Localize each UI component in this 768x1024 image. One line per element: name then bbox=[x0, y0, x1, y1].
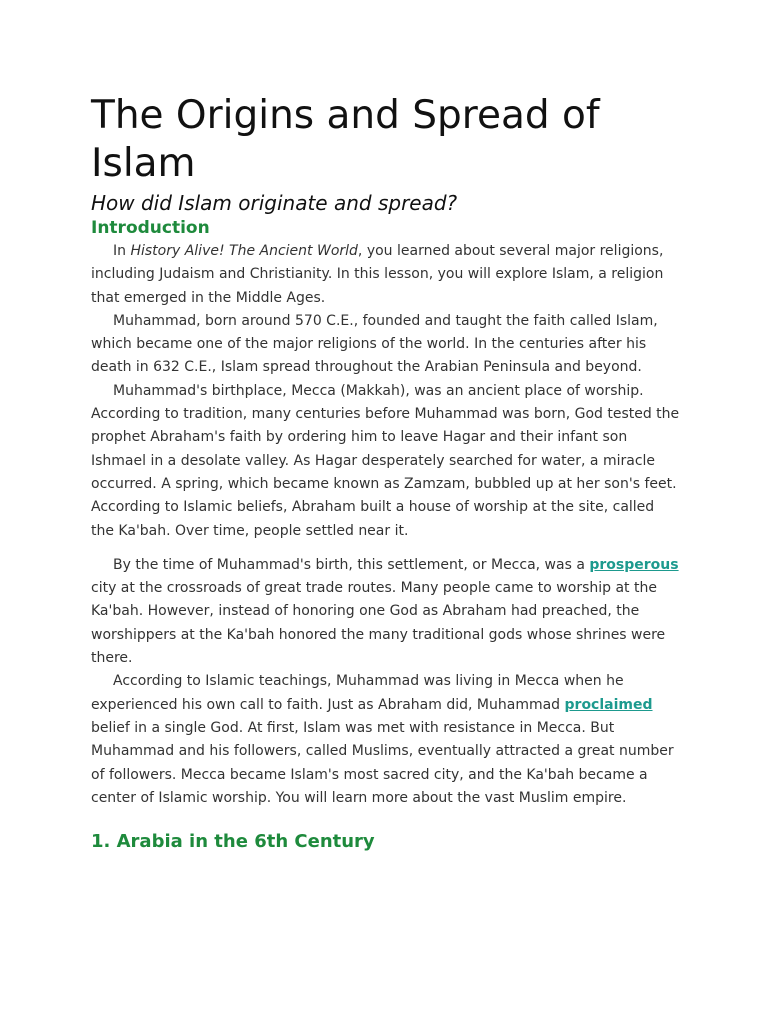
paragraph-text: , you learned about several major religions, including Judaism and Christianity. In this lesson, you will explore Islam, a religion that emerged in the Middle Ages. bbox=[91, 243, 664, 306]
vocab-link-prosperous[interactable]: prosperous bbox=[589, 556, 679, 573]
paragraph-text: According to Islamic teachings, Muhammad was living in Mecca when he experienced his own call to faith. Just as Abraham did, Muhammad bbox=[91, 673, 624, 713]
page-subtitle: How did Islam originate and spread? bbox=[91, 191, 458, 215]
paragraph-intro-1 bbox=[91, 240, 681, 310]
document-page bbox=[91, 92, 681, 854]
paragraph-text: city at the crossroads of great trade routes. Many people came to worship at the Ka'bah. However, instead of honoring one God as Abraham had preached, the worshippers at the Ka'bah honored the many traditional gods whose shrines were there. bbox=[91, 580, 666, 667]
section-1-heading: 1. Arabia in the 6th Century bbox=[91, 831, 375, 853]
vocab-link-proclaimed[interactable]: proclaimed bbox=[564, 696, 653, 713]
paragraph-intro-3: Muhammad's birthplace, Mecca (Makkah), was an ancient place of worship. According to tradition, many centuries before Muhammad was born, God tested the prophet Abraham's faith by ordering him to leave Hagar and their infant son Ishmael in a desolate valley. As Hagar desperately searched for water, a miracle occurred. A spring, which became known as Zamzam, bubbled up at her son's feet. According to Islamic beliefs, Abraham built a house of worship at the site, called the Ka'bah. Over time, people settled near it. bbox=[91, 382, 680, 539]
paragraph-intro-2: Muhammad, born around 570 C.E., founded and taught the faith called Islam, which became one of the major religions of the world. In the centuries after his death in 632 C.E., Islam spread throughout the Arabian Peninsula and beyond. bbox=[91, 312, 658, 376]
paragraph-intro-4 bbox=[91, 554, 681, 670]
introduction-heading: Introduction bbox=[91, 218, 210, 238]
paragraph-text: In bbox=[113, 243, 131, 259]
page-title: The Origins and Spread of Islam bbox=[91, 93, 600, 186]
paragraph-text: By the time of Muhammad's birth, this settlement, or Mecca, was a bbox=[113, 556, 590, 573]
paragraph-intro-5 bbox=[91, 670, 681, 810]
book-title-italic: History Alive! The Ancient World bbox=[130, 243, 358, 259]
paragraph-text: belief in a single God. At first, Islam was met with resistance in Mecca. But Muhammad and his followers, called Muslims, eventually attracted a great number of followers. Mecca became Islam's most sacred city, and the Ka'bah became a center of Islamic worship. You will learn more about the vast Muslim empire. bbox=[91, 719, 674, 806]
